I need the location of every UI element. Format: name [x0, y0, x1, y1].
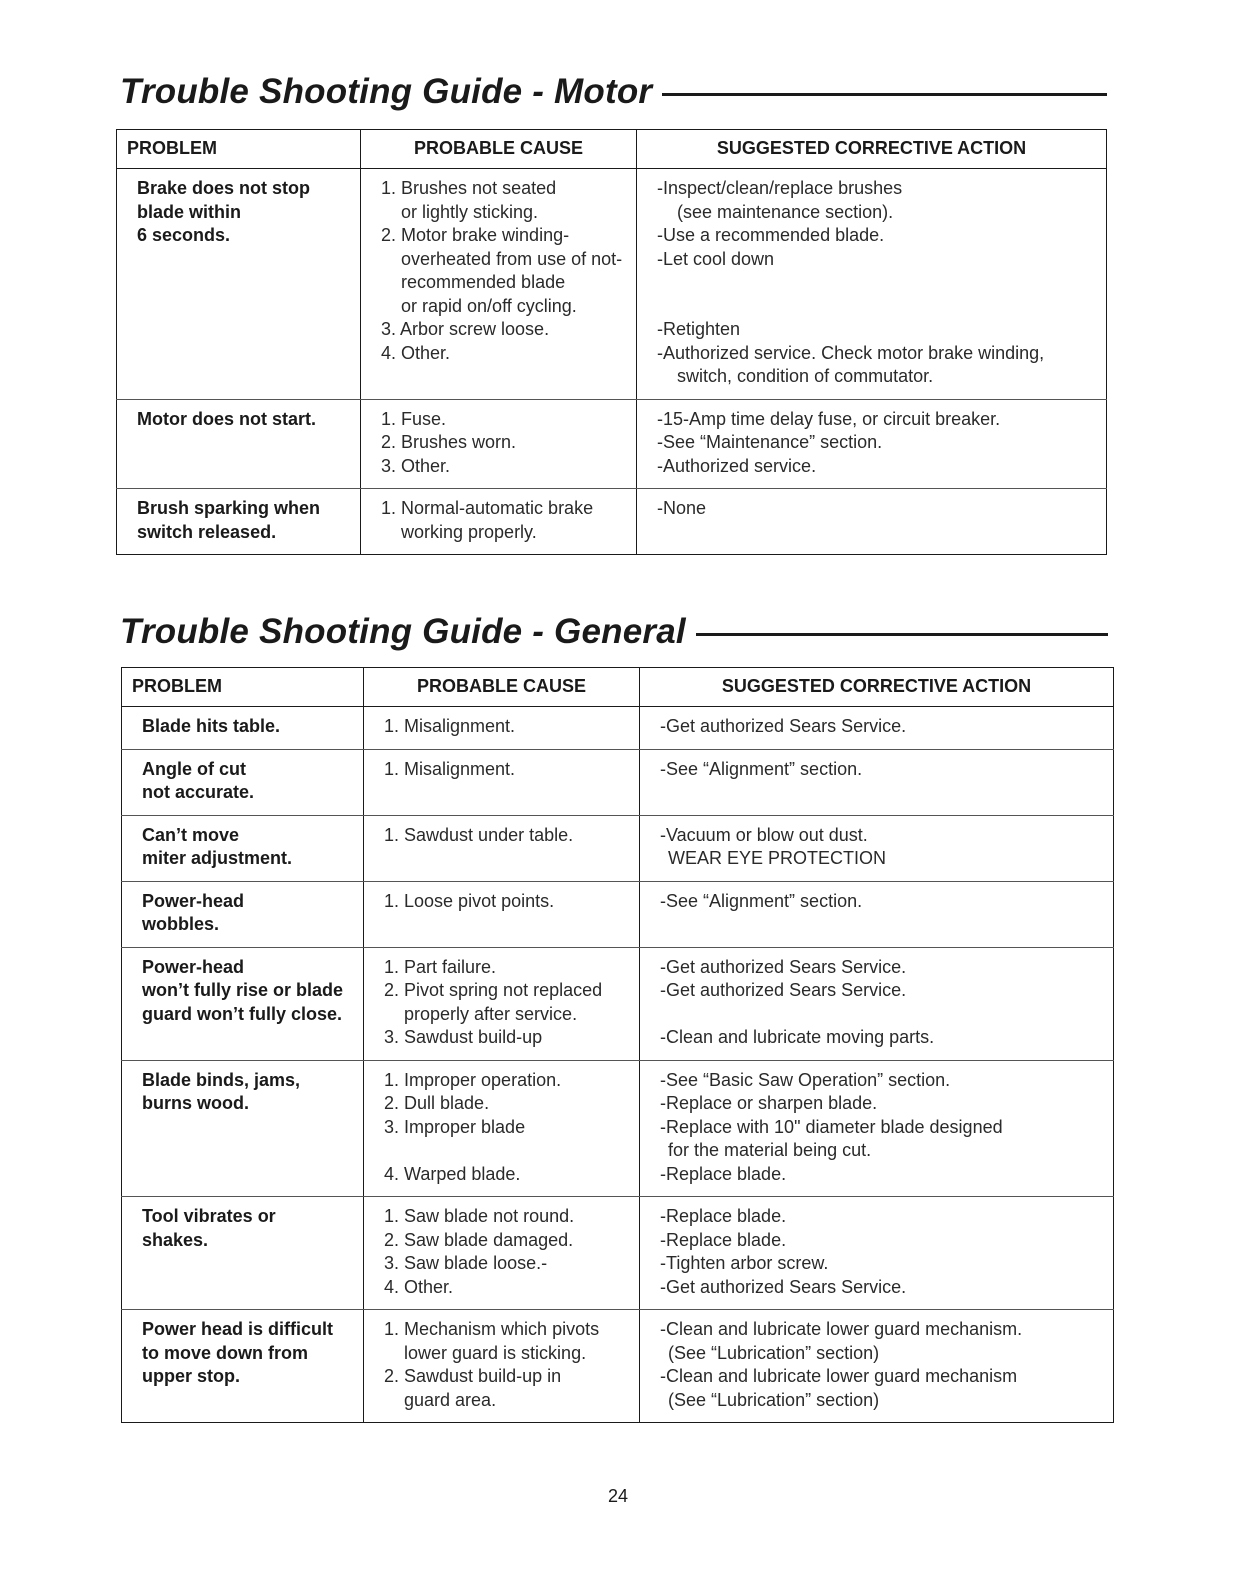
cause-line: 1. Misalignment. — [384, 716, 516, 736]
action-line: -Replace or sharpen blade. — [660, 1093, 878, 1113]
action-line: -See “Basic Saw Operation” section. — [660, 1069, 951, 1090]
problem-line: wobbles. — [142, 914, 220, 934]
probable-cause-cell — [364, 749, 640, 815]
general-troubleshooting-table — [121, 667, 1114, 1423]
table-row — [117, 169, 1107, 400]
corrective-action-cell — [640, 881, 1114, 947]
problem-line: shakes. — [142, 1229, 209, 1250]
cause-line: properly after service. — [404, 1003, 578, 1024]
cause-line: 1. Normal-automatic brake — [381, 498, 594, 518]
title-rule — [662, 93, 1107, 96]
cause-line: 3. Improper blade — [384, 1116, 526, 1137]
action-line: (see maintenance section). — [677, 201, 894, 222]
corrective-action-cell — [640, 1197, 1114, 1310]
cause-line: 1. Fuse. — [381, 408, 447, 429]
action-line: -Replace with 10" diameter blade designed — [660, 1116, 1003, 1137]
action-line: -Inspect/clean/replace brushes — [657, 178, 903, 198]
problem-line: Power-head — [142, 956, 245, 977]
section-title-text: Trouble Shooting Guide - Motor — [120, 72, 653, 111]
table-row — [122, 947, 1114, 1060]
problem-line: upper stop. — [142, 1366, 240, 1386]
title-rule — [696, 633, 1108, 636]
problem-line: Blade binds, jams, — [142, 1069, 301, 1090]
action-line: switch, condition of commutator. — [677, 366, 934, 386]
problem-line: Brake does not stop — [137, 178, 311, 198]
problem-line: Angle of cut — [142, 758, 246, 779]
problem-line: to move down from — [142, 1342, 308, 1363]
action-line: -Tighten arbor screw. — [660, 1253, 829, 1273]
table-row — [117, 399, 1107, 489]
problem-cell — [117, 489, 361, 555]
problem-cell — [122, 1310, 364, 1423]
section-title-general — [120, 612, 1108, 652]
cause-line: 1. Loose pivot points. — [384, 890, 555, 911]
cause-line: 1. Improper operation. — [384, 1069, 562, 1090]
action-line: -None — [657, 498, 707, 518]
cause-line: 2. Brushes worn. — [381, 432, 517, 452]
section-title-motor — [120, 72, 1107, 112]
action-line: -Get authorized Sears Service. — [660, 716, 907, 736]
problem-line: Power head is difficult — [142, 1319, 334, 1339]
header-corrective-action: SUGGESTED CORRECTIVE ACTION — [637, 130, 1107, 169]
header-probable-cause: PROBABLE CAUSE — [361, 130, 637, 169]
cause-line: 3. Saw blade loose.- — [384, 1253, 548, 1273]
cause-line: 1. Mechanism which pivots — [384, 1319, 600, 1339]
cause-line: working properly. — [401, 521, 537, 542]
probable-cause-cell — [364, 1310, 640, 1423]
cause-line: 4. Other. — [381, 342, 451, 363]
table-header-row — [117, 130, 1107, 169]
probable-cause-cell — [361, 489, 637, 555]
corrective-action-cell — [637, 169, 1107, 400]
cause-line: 2. Dull blade. — [384, 1093, 490, 1113]
problem-line: Motor does not start. — [137, 408, 316, 429]
action-line: -Vacuum or blow out dust. — [660, 824, 868, 845]
cause-line: 3. Other. — [381, 455, 451, 476]
cause-line: 1. Part failure. — [384, 956, 497, 977]
problem-cell — [122, 1060, 364, 1197]
corrective-action-cell — [640, 707, 1114, 750]
action-line: (See “Lubrication” section) — [668, 1342, 880, 1363]
action-line: -See “Alignment” section. — [660, 890, 863, 911]
action-line: for the material being cut. — [668, 1140, 872, 1160]
motor-troubleshooting-table — [116, 129, 1107, 555]
header-probable-cause: PROBABLE CAUSE — [364, 668, 640, 707]
problem-line: guard won’t fully close. — [142, 1003, 343, 1024]
cause-line: 2. Motor brake winding- — [381, 225, 570, 245]
corrective-action-cell — [640, 815, 1114, 881]
table-row — [122, 749, 1114, 815]
action-line: -Get authorized Sears Service. — [660, 980, 907, 1000]
cause-line: 2. Saw blade damaged. — [384, 1229, 574, 1250]
section-title-text: Trouble Shooting Guide - General — [120, 612, 686, 651]
action-line: -See “Maintenance” section. — [657, 432, 883, 452]
probable-cause-cell — [361, 399, 637, 489]
problem-line: switch released. — [137, 521, 277, 542]
header-problem: PROBLEM — [117, 130, 361, 169]
table-row — [122, 1197, 1114, 1310]
action-line: -Replace blade. — [660, 1163, 787, 1184]
corrective-action-cell — [640, 1310, 1114, 1423]
problem-line: Blade hits table. — [142, 716, 281, 736]
table-row — [122, 1060, 1114, 1197]
cause-line: 3. Arbor screw loose. — [381, 319, 550, 339]
corrective-action-cell — [640, 1060, 1114, 1197]
problem-cell — [122, 881, 364, 947]
cause-line: 4. Warped blade. — [384, 1163, 521, 1184]
cause-line: 2. Pivot spring not replaced — [384, 980, 603, 1000]
action-line: -Clean and lubricate lower guard mechanism — [660, 1366, 1018, 1386]
table-row — [117, 489, 1107, 555]
probable-cause-cell — [364, 947, 640, 1060]
spacer-line — [657, 271, 1096, 295]
cause-line: 1. Sawdust under table. — [384, 824, 574, 845]
header-problem: PROBLEM — [122, 668, 364, 707]
problem-cell — [117, 169, 361, 400]
action-line: -Let cool down — [657, 248, 775, 269]
spacer-line — [660, 1003, 1103, 1027]
action-line: WEAR EYE PROTECTION — [668, 848, 887, 868]
problem-cell — [122, 947, 364, 1060]
corrective-action-cell — [640, 947, 1114, 1060]
action-line: -See “Alignment” section. — [660, 758, 863, 779]
probable-cause-cell — [361, 169, 637, 400]
problem-line: miter adjustment. — [142, 848, 293, 868]
problem-cell — [122, 815, 364, 881]
table-row — [122, 1310, 1114, 1423]
action-line: -Authorized service. Check motor brake winding, — [657, 342, 1045, 363]
table-row — [122, 707, 1114, 750]
problem-line: blade within — [137, 201, 242, 222]
cause-line: guard area. — [404, 1389, 497, 1410]
action-line: -Retighten — [657, 319, 741, 339]
cause-line: or lightly sticking. — [401, 201, 539, 222]
cause-line: recommended blade — [401, 272, 566, 292]
cause-line: or rapid on/off cycling. — [401, 295, 577, 316]
problem-line: 6 seconds. — [137, 225, 231, 245]
cause-line: 4. Other. — [384, 1276, 454, 1297]
problem-line: Brush sparking when — [137, 498, 321, 518]
header-corrective-action: SUGGESTED CORRECTIVE ACTION — [640, 668, 1114, 707]
spacer-line — [384, 1139, 629, 1163]
probable-cause-cell — [364, 707, 640, 750]
corrective-action-cell — [640, 749, 1114, 815]
problem-line: Tool vibrates or — [142, 1206, 276, 1226]
cause-line: 2. Sawdust build-up in — [384, 1366, 562, 1386]
problem-cell — [122, 707, 364, 750]
table-row — [122, 881, 1114, 947]
cause-line: 1. Saw blade not round. — [384, 1206, 575, 1226]
action-line: -Authorized service. — [657, 455, 817, 476]
corrective-action-cell — [637, 399, 1107, 489]
action-line: (See “Lubrication” section) — [668, 1389, 880, 1410]
problem-line: Can’t move — [142, 824, 240, 845]
probable-cause-cell — [364, 1197, 640, 1310]
probable-cause-cell — [364, 1060, 640, 1197]
action-line: -15-Amp time delay fuse, or circuit breaker. — [657, 408, 1001, 429]
table-header-row — [122, 668, 1114, 707]
action-line: -Clean and lubricate lower guard mechanism. — [660, 1319, 1023, 1339]
problem-cell — [117, 399, 361, 489]
page-number: 24 — [607, 1486, 629, 1506]
spacer-line — [657, 295, 1096, 319]
cause-line: 1. Misalignment. — [384, 758, 516, 779]
probable-cause-cell — [364, 881, 640, 947]
problem-line: Power-head — [142, 890, 245, 911]
problem-line: won’t fully rise or blade — [142, 980, 344, 1000]
action-line: -Get authorized Sears Service. — [660, 956, 907, 977]
cause-line: 3. Sawdust build-up — [384, 1027, 543, 1047]
action-line: -Get authorized Sears Service. — [660, 1276, 907, 1297]
cause-line: lower guard is sticking. — [404, 1342, 587, 1363]
problem-cell — [122, 1197, 364, 1310]
table-row — [122, 815, 1114, 881]
problem-line: burns wood. — [142, 1093, 249, 1113]
problem-line: not accurate. — [142, 782, 255, 802]
action-line: -Clean and lubricate moving parts. — [660, 1027, 935, 1047]
action-line: -Replace blade. — [660, 1206, 787, 1226]
action-line: -Replace blade. — [660, 1229, 787, 1250]
cause-line: 1. Brushes not seated — [381, 178, 557, 198]
action-line: -Use a recommended blade. — [657, 225, 885, 245]
probable-cause-cell — [364, 815, 640, 881]
problem-cell — [122, 749, 364, 815]
cause-line: overheated from use of not- — [401, 248, 623, 269]
corrective-action-cell — [637, 489, 1107, 555]
